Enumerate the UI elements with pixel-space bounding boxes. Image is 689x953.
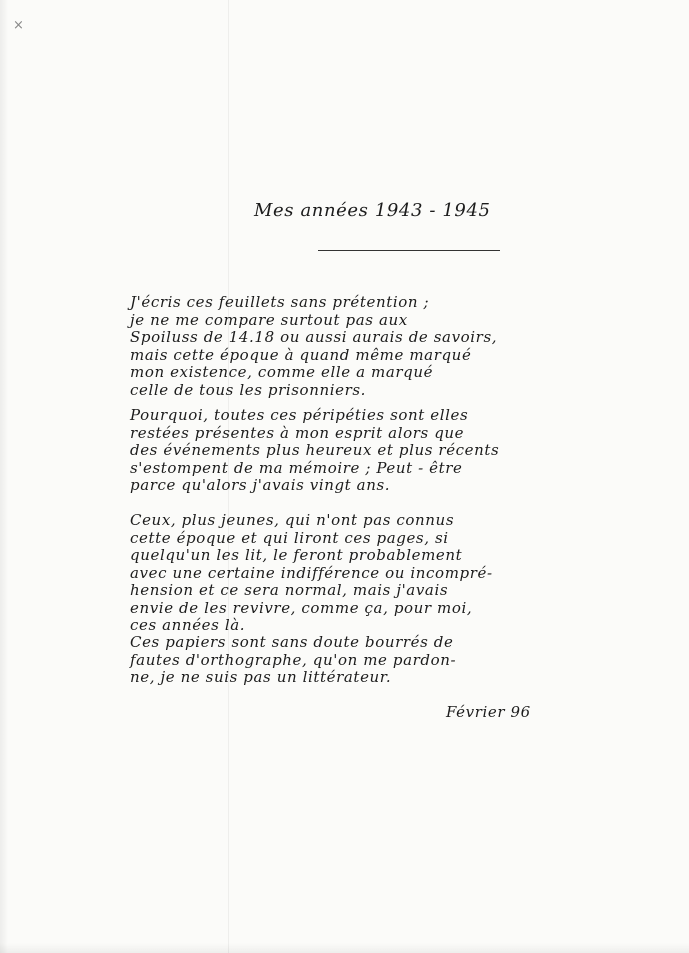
date-signature: Février 96 (446, 703, 531, 721)
paragraph-line: restées présentes à mon esprit alors que (130, 423, 465, 442)
paragraph-line: hension et ce sera normal, mais j'avais (130, 581, 449, 599)
paragraph-line: Ceux, plus jeunes, qui n'ont pas connus (130, 511, 455, 529)
paragraph-line: Pourquoi, toutes ces péripéties sont elles (130, 406, 469, 424)
paragraph-line: envie de les revivre, comme ça, pour moi, (130, 598, 473, 617)
page-edge-shadow (0, 0, 8, 953)
paragraph-line: quelqu'un les lit, le feront probablement (130, 546, 463, 564)
paragraph-line: des événements plus heureux et plus récents (130, 441, 500, 459)
letter-title: Mes années 1943 - 1945 (254, 200, 491, 221)
paragraph-line: ces années là. (130, 616, 246, 634)
paragraph-line: mais cette époque à quand même marqué (130, 345, 472, 364)
paragraph-3 (130, 512, 670, 635)
corner-mark: × (13, 18, 24, 33)
title-underline (318, 250, 500, 251)
paragraph-4 (130, 634, 670, 687)
paragraph-line: celle de tous les prisonniers. (130, 380, 367, 399)
paragraph-line: cette époque et qui liront ces pages, si (130, 528, 449, 547)
paragraph-2 (130, 407, 670, 495)
paragraph-line: parce qu'alors j'avais vingt ans. (130, 476, 391, 494)
page-bottom-shadow (0, 943, 689, 953)
paragraph-line: avec une certaine indifférence ou incompré- (130, 563, 493, 582)
paragraph-line: ne, je ne suis pas un littérateur. (130, 668, 392, 686)
paragraph-line: Spoiluss de 14.18 ou aussi aurais de savoirs, (130, 328, 498, 346)
paragraph-1 (130, 294, 670, 399)
paragraph-line: J'écris ces feuillets sans prétention ; (130, 293, 430, 311)
paragraph-line: mon existence, comme elle a marqué (130, 363, 434, 381)
paragraph-line: Ces papiers sont sans doute bourrés de (130, 633, 454, 651)
paragraph-line: s'estompent de ma mémoire ; Peut - être (130, 458, 463, 477)
paragraph-line: fautes d'orthographe, qu'on me pardon- (130, 650, 457, 669)
paragraph-line: je ne me compare surtout pas aux (130, 310, 408, 329)
